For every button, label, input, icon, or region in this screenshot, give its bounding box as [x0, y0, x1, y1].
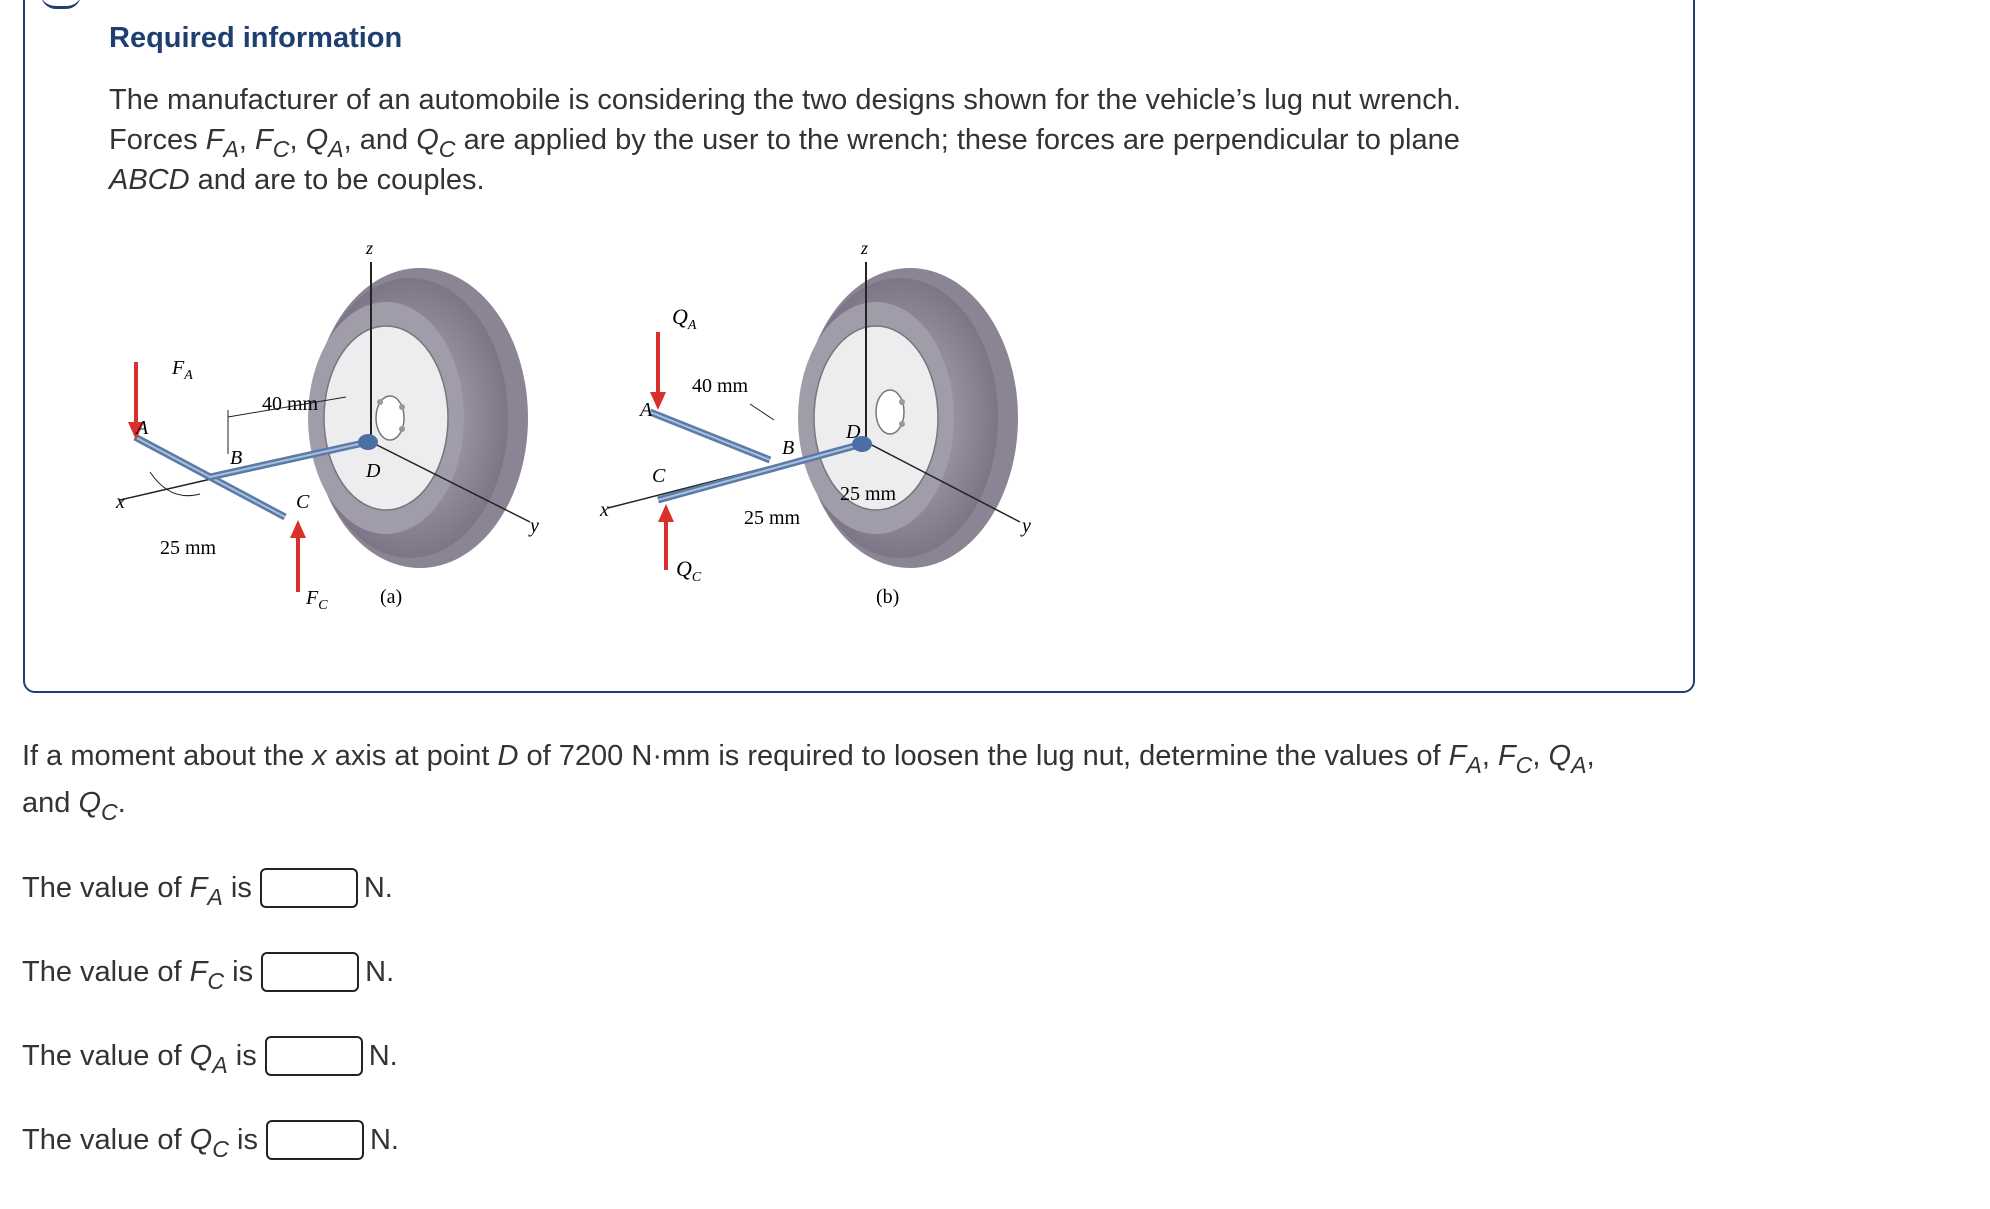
z-axis-label-a: z: [366, 238, 374, 258]
dim-25mm-b-lower: 25 mm: [744, 507, 801, 529]
dim-40mm-b: 40 mm: [692, 375, 749, 397]
question-text: [22, 733, 1962, 827]
x-axis-label-b: x: [600, 499, 609, 521]
design-a: [115, 238, 539, 613]
info-title: Required information: [109, 22, 403, 54]
x-axis-label-a: x: [116, 491, 125, 513]
unit-label-qc: N.: [369, 1123, 399, 1156]
z-axis-label-b: z: [861, 238, 869, 258]
answer-label-qa: The value of $Q_A$ is: [22, 1039, 257, 1078]
force-label-qc: $Q_C$: [676, 556, 702, 585]
force-label-fc: $F_C$: [306, 587, 328, 613]
statement-line-3: ABCD and are to be couples.: [109, 164, 485, 196]
answer-row-qa: [22, 1034, 398, 1078]
dim-25mm-a: 25 mm: [160, 537, 217, 559]
answer-label-fa: The value of $F_A$ is: [22, 871, 252, 910]
statement-line-2: Forces $F_A$, $F_C$, $Q_A$, and $Q_C$ are applied by the user to the wrench; these forces are perpendicular to plane: [109, 124, 1460, 163]
point-label-d-a: D: [366, 460, 381, 482]
answer-label-fc: The value of $F_C$ is: [22, 955, 254, 994]
unit-label-fa: N.: [363, 871, 393, 904]
point-label-d-b: D: [846, 421, 861, 443]
tire-b: [798, 268, 1018, 568]
unit-label-qa: N.: [368, 1039, 398, 1072]
fc-answer-input[interactable]: [261, 952, 359, 992]
problem-statement: [109, 80, 1669, 200]
caption-b: (b): [876, 586, 900, 608]
point-label-b-b: B: [782, 437, 795, 459]
answer-label-qc: The value of $Q_C$ is: [22, 1123, 258, 1162]
fa-answer-input[interactable]: [260, 868, 358, 908]
answer-row-qc: [22, 1118, 399, 1162]
question-line-2: and $Q_C$.: [22, 787, 126, 826]
y-axis-label-a: y: [530, 515, 539, 537]
point-label-c-b: C: [652, 465, 666, 487]
force-label-qa: $Q_A$: [672, 304, 697, 333]
statement-line-1: The manufacturer of an automobile is considering the two designs shown for the vehicle’s lug nut wrench.: [109, 84, 1461, 116]
wrench-design-figure: [110, 232, 1050, 632]
point-label-c-a: C: [296, 491, 310, 513]
design-b: [599, 238, 1031, 608]
question-line-1: If a moment about the x axis at point D of 7200 N·mm is required to loosen the lug nut, determine the values of $F_A$, $F_C$, $Q_A$,: [22, 740, 1595, 779]
answer-row-fc: [22, 950, 394, 994]
qa-answer-input[interactable]: [265, 1036, 363, 1076]
corner-decoration: [41, 0, 81, 9]
dim-40mm-a: 40 mm: [262, 393, 319, 415]
dim-25mm-b-upper: 25 mm: [840, 483, 897, 505]
unit-label-fc: N.: [365, 955, 395, 988]
tire-a: [308, 268, 528, 568]
caption-a: (a): [380, 586, 403, 608]
point-label-a-b: A: [640, 399, 653, 421]
answer-row-fa: [22, 866, 393, 910]
force-label-fa: $F_A$: [172, 357, 193, 383]
y-axis-label-b: y: [1022, 515, 1031, 537]
point-label-b-a: B: [230, 447, 243, 469]
qc-answer-input[interactable]: [266, 1120, 364, 1160]
point-label-a-a: A: [136, 417, 149, 439]
